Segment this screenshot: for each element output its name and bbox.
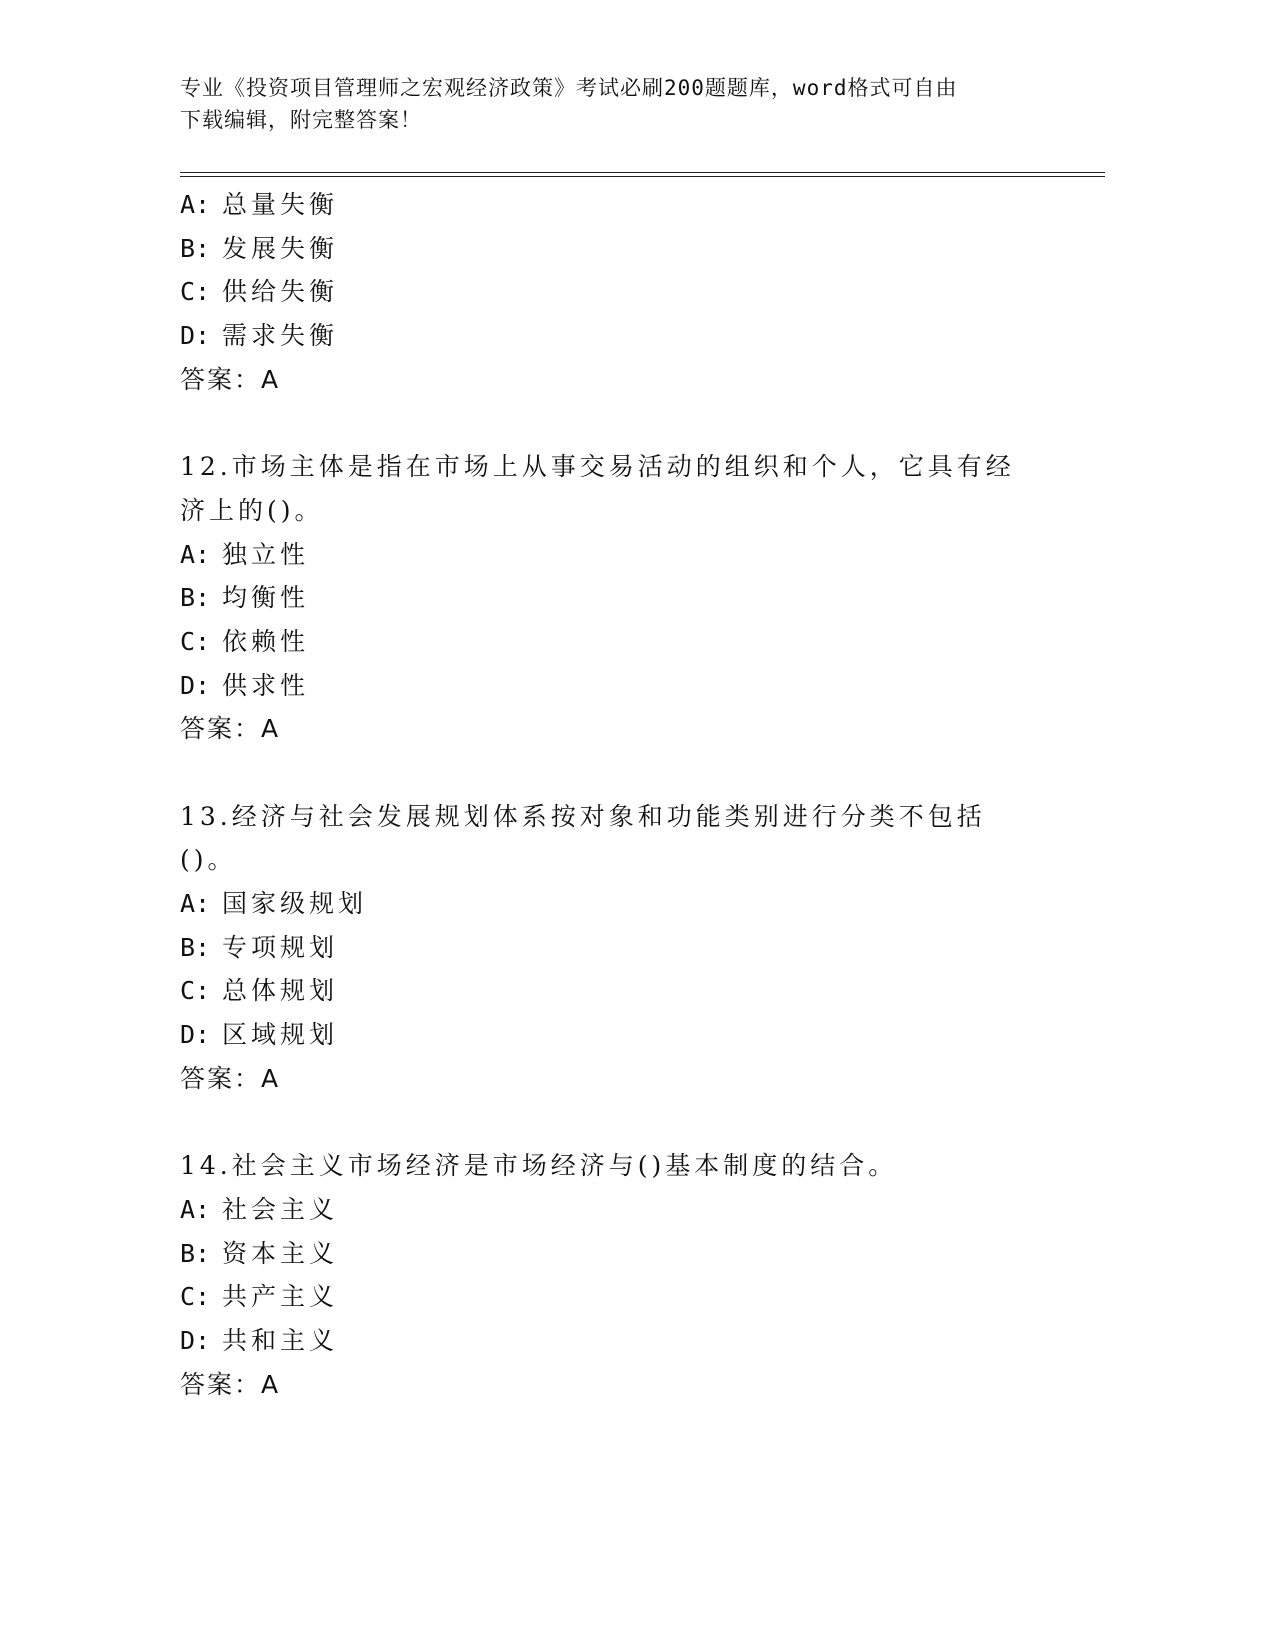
option-text: 独立性 xyxy=(222,539,310,569)
option-text: 总体规划 xyxy=(222,976,339,1006)
answer-line: 答案：A xyxy=(180,364,281,394)
spacer xyxy=(180,751,1080,795)
option-d xyxy=(180,1013,1080,1057)
option-text: 共产主义 xyxy=(222,1282,339,1312)
option-a xyxy=(180,1188,1080,1232)
option-letter: D: xyxy=(180,670,211,700)
option-letter: C: xyxy=(180,277,211,307)
option-letter: B: xyxy=(180,932,211,962)
option-letter: B: xyxy=(180,233,211,263)
spacer xyxy=(180,401,1080,445)
question-list xyxy=(180,183,1080,1406)
option-letter: A: xyxy=(180,539,211,569)
option-letter: C: xyxy=(180,976,211,1006)
question-text: 13.经济与社会发展规划体系按对象和功能类别进行分类不包括()。 xyxy=(180,801,986,875)
answer-line: 答案：A xyxy=(180,1369,281,1399)
option-letter: B: xyxy=(180,583,211,613)
option-a xyxy=(180,183,1080,227)
option-text: 共和主义 xyxy=(222,1325,339,1355)
option-text: 专项规划 xyxy=(222,932,339,962)
option-text: 区域规划 xyxy=(222,1020,339,1050)
answer-line: 答案：A xyxy=(180,714,281,744)
option-d xyxy=(180,664,1080,708)
option-letter: A: xyxy=(180,889,211,919)
option-letter: C: xyxy=(180,1282,211,1312)
option-letter: B: xyxy=(180,1238,211,1268)
question-text: 14.社会主义市场经济是市场经济与()基本制度的结合。 xyxy=(180,1151,898,1181)
question-12 xyxy=(180,445,1080,751)
option-text: 依赖性 xyxy=(222,626,310,656)
option-text: 供求性 xyxy=(222,670,310,700)
option-letter: A: xyxy=(180,1194,211,1224)
option-letter: D: xyxy=(180,1325,211,1355)
header-line-2: 下载编辑，附完整答案！ xyxy=(180,108,422,132)
option-text: 均衡性 xyxy=(222,583,310,613)
option-text: 社会主义 xyxy=(222,1194,339,1224)
header-rule-bottom xyxy=(180,176,1105,177)
document-header xyxy=(180,72,1040,136)
option-letter: C: xyxy=(180,626,211,656)
option-b xyxy=(180,227,1080,271)
spacer xyxy=(180,1101,1080,1145)
option-c xyxy=(180,270,1080,314)
option-text: 需求失衡 xyxy=(222,321,339,351)
header-line-1: 专业《投资项目管理师之宏观经济政策》考试必刷200题题库，word格式可自由 xyxy=(180,76,958,100)
option-d xyxy=(180,1319,1080,1363)
option-c xyxy=(180,969,1080,1013)
option-text: 国家级规划 xyxy=(222,889,368,919)
option-c xyxy=(180,1275,1080,1319)
question-11 xyxy=(180,183,1080,401)
option-a xyxy=(180,882,1080,926)
option-a xyxy=(180,533,1080,577)
option-text: 供给失衡 xyxy=(222,277,339,307)
option-text: 资本主义 xyxy=(222,1238,339,1268)
option-text: 总量失衡 xyxy=(222,190,339,219)
header-rule-top xyxy=(180,172,1105,173)
option-b xyxy=(180,576,1080,620)
option-b xyxy=(180,1232,1080,1276)
option-b xyxy=(180,926,1080,970)
question-text: 12.市场主体是指在市场上从事交易活动的组织和个人，它具有经济上的()。 xyxy=(180,452,1015,525)
question-13 xyxy=(180,795,1080,1101)
option-d xyxy=(180,314,1080,358)
option-text: 发展失衡 xyxy=(222,233,339,263)
option-c xyxy=(180,620,1080,664)
answer-line: 答案：A xyxy=(180,1063,281,1093)
option-letter: D: xyxy=(180,1020,211,1050)
question-14 xyxy=(180,1144,1080,1406)
option-letter: D: xyxy=(180,321,211,351)
option-letter: A: xyxy=(180,190,211,219)
